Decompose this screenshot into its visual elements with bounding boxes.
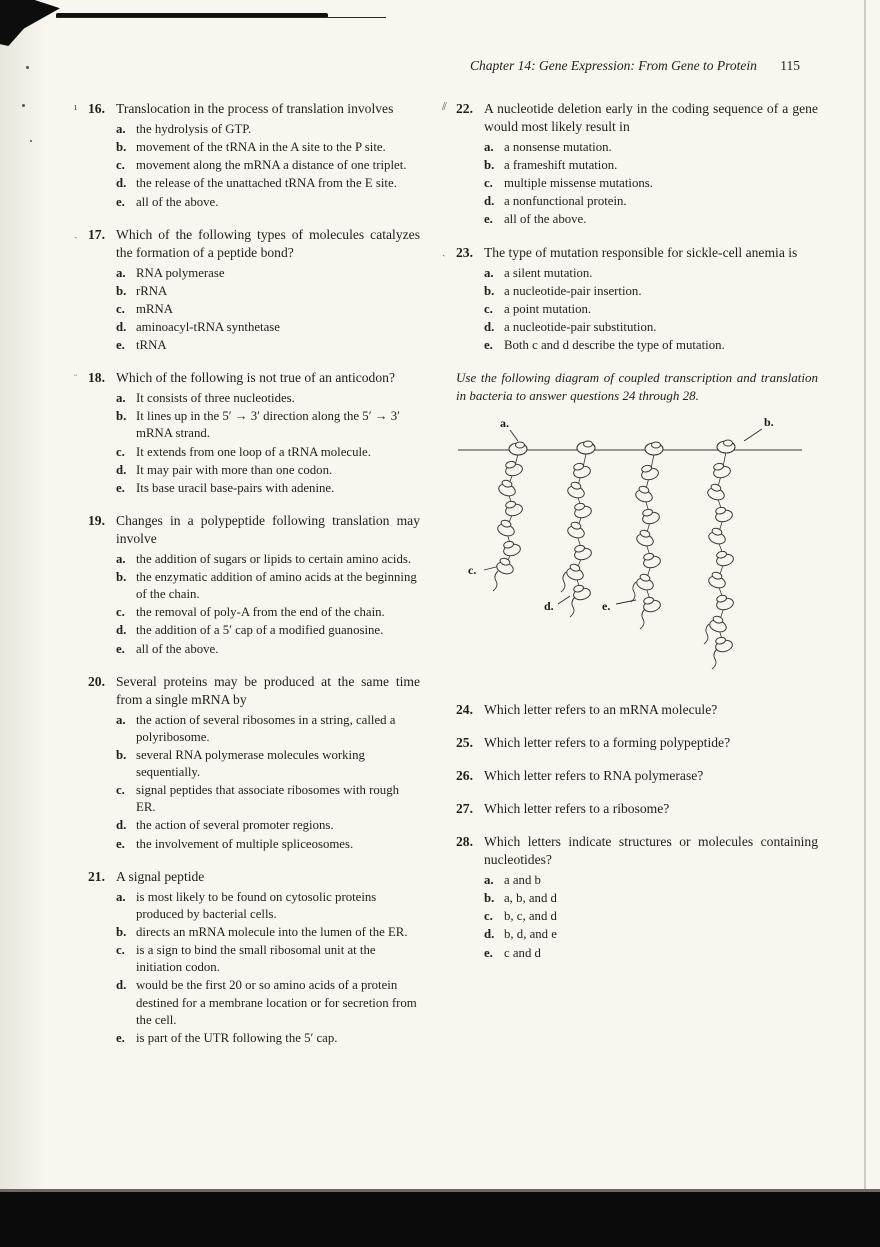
choice-letter: a. [484, 872, 494, 887]
question-head [456, 767, 818, 785]
answer-choice [116, 622, 420, 639]
question-28 [456, 833, 818, 962]
choice-text: the addition of a 5′ cap of a modified guanosine. [136, 623, 384, 638]
answer-choice [484, 945, 818, 962]
choice-text: a silent mutation. [504, 265, 593, 280]
question-head [456, 734, 818, 752]
choice-letter: c. [116, 158, 125, 173]
scan-artifact-corner [0, 0, 60, 46]
page-number: 115 [780, 58, 800, 73]
ribosome [641, 507, 661, 525]
answer-choice [116, 551, 420, 568]
question-head [88, 369, 420, 387]
answer-choices [116, 889, 420, 1047]
question-head [88, 226, 420, 262]
question-number: 27. [456, 801, 473, 817]
answer-choice [484, 175, 818, 192]
ribosome [566, 521, 587, 540]
answer-choice [116, 301, 420, 318]
question-head [456, 244, 818, 262]
choice-letter: e. [484, 212, 493, 227]
answer-choices [484, 872, 818, 962]
choice-letter: b. [484, 158, 495, 173]
choice-letter: c. [484, 176, 493, 191]
choice-letter: b. [484, 891, 495, 906]
scan-page-edge [864, 0, 866, 1191]
ribosome [642, 595, 662, 613]
answer-choice [484, 337, 818, 354]
choice-letter: d. [484, 194, 495, 209]
scan-footer-bar [0, 1192, 880, 1247]
choice-letter: d. [116, 462, 127, 477]
answer-choices [116, 121, 420, 211]
choice-text: the action of several promoter regions. [136, 818, 334, 833]
choice-letter: c. [484, 909, 493, 924]
question-18 [74, 369, 420, 497]
polypeptide-squiggle [631, 582, 636, 602]
answer-choice [116, 337, 420, 354]
diagram-label-e: e. [602, 599, 611, 614]
answer-choice [116, 121, 420, 138]
ribosome [712, 461, 732, 479]
question-number: 26. [456, 768, 473, 784]
choice-text: b, c, and d [504, 909, 557, 924]
polypeptide-squiggle [570, 597, 575, 617]
answer-choice [484, 926, 818, 943]
diagram-label-b: b. [764, 415, 774, 430]
choice-letter: b. [116, 570, 127, 585]
rna-polymerase [509, 442, 527, 455]
question-number: 25. [456, 735, 473, 751]
choice-letter: b. [116, 283, 127, 298]
answer-choice [484, 139, 818, 156]
choice-letter: c. [116, 301, 125, 316]
answer-choices [116, 551, 420, 658]
question-stem: Which of the following types of molecules catalyzes the formation of a peptide bond? [116, 226, 420, 260]
question-head [456, 701, 818, 719]
right-column-bottom-questions [456, 701, 818, 961]
question-number: 24. [456, 702, 473, 718]
choice-text: a and b [504, 872, 541, 887]
ribosome [715, 549, 735, 567]
choice-letter: a. [116, 121, 126, 136]
choice-letter: d. [116, 818, 127, 833]
ribosome [496, 519, 517, 538]
choice-text: It lines up in the 5′ → 3′ direction along the 5′ → 3′ mRNA strand. [136, 409, 400, 441]
answer-choice [116, 889, 420, 923]
choice-text: is part of the UTR following the 5′ cap. [136, 1030, 338, 1045]
answer-choice [116, 157, 420, 174]
choice-text: RNA polymerase [136, 265, 225, 280]
question-head [88, 100, 420, 118]
choice-text: multiple missense mutations. [504, 176, 653, 191]
question-stem: Which letter refers to RNA polymerase? [484, 768, 704, 784]
question-stem: Which letter refers to a forming polypeptide? [484, 735, 731, 751]
scan-artifact-speck [26, 66, 29, 69]
choice-letter: e. [116, 338, 125, 353]
question-head [88, 673, 420, 709]
answer-choice [484, 890, 818, 907]
ribosome [573, 501, 593, 519]
choice-letter: a. [484, 139, 494, 154]
question-25 [456, 734, 818, 752]
answer-choice [484, 265, 818, 282]
polypeptide-squiggle [561, 572, 566, 592]
choice-text: a, b, and d [504, 891, 557, 906]
question-number: 22. [456, 101, 473, 116]
choice-letter: b. [116, 140, 127, 155]
handwritten-mark: ᵕ [74, 370, 78, 383]
choice-letter: d. [116, 623, 127, 638]
ribosome [715, 593, 735, 611]
question-stem: Changes in a polypeptide following translation may involve [116, 513, 420, 546]
question-number: 21. [88, 868, 105, 884]
choice-text: is most likely to be found on cytosolic proteins produced by bacterial cells. [136, 889, 377, 921]
choice-letter: b. [116, 409, 127, 424]
choice-text: the hydrolysis of GTP. [136, 121, 252, 136]
question-19 [88, 512, 420, 658]
answer-choice [116, 977, 420, 1028]
choice-text: a frameshift mutation. [504, 158, 618, 173]
answer-choice [484, 211, 818, 228]
question-26 [456, 767, 818, 785]
answer-choice [484, 872, 818, 889]
ribosome [572, 461, 592, 479]
answer-choice [116, 283, 420, 300]
answer-choice [116, 782, 420, 816]
question-stem: Several proteins may be produced at the same time from a single mRNA by [116, 673, 420, 707]
choice-text: tRNA [136, 338, 167, 353]
question-number: 16. [88, 101, 105, 116]
scan-artifact-streak [56, 13, 328, 18]
right-column-top-questions [442, 100, 818, 354]
question-stem: Which of the following is not true of an anticodon? [116, 370, 395, 386]
choice-letter: c. [116, 605, 125, 620]
question-number: 19. [88, 513, 105, 528]
answer-choice [116, 604, 420, 621]
ribosome [573, 543, 593, 561]
answer-choice [116, 817, 420, 834]
diagram-svg [458, 414, 802, 682]
ribosome [635, 573, 656, 592]
diagram-strands [493, 440, 735, 669]
question-16 [74, 100, 420, 211]
question-stem: Which letters indicate structures or molecules containing nucleotides? [484, 834, 818, 867]
ribosome [707, 571, 728, 590]
choice-letter: a. [116, 265, 126, 280]
choice-letter: b. [116, 747, 127, 762]
choice-letter: e. [116, 1030, 125, 1045]
answer-choice [116, 747, 420, 781]
choice-text: all of the above. [504, 212, 587, 227]
question-stem: The type of mutation responsible for sickle-cell anemia is [484, 244, 798, 260]
choice-letter: c. [116, 943, 125, 958]
choice-letter: a. [116, 391, 126, 406]
answer-choice [116, 836, 420, 853]
handwritten-mark: ˏ [442, 244, 446, 257]
ribosome [708, 615, 729, 634]
answer-choice [116, 712, 420, 746]
ribosome [714, 505, 734, 523]
answer-choices [484, 265, 818, 355]
choice-text: would be the first 20 or so amino acids of a protein destined for a membrane location or for secretion from the cell. [136, 978, 417, 1027]
choice-letter: b. [116, 924, 127, 939]
handwritten-mark: ı [74, 101, 78, 113]
question-head [88, 868, 420, 886]
answer-choice [116, 194, 420, 211]
ribosome [504, 499, 524, 517]
ribosome [707, 527, 728, 546]
choice-text: a nonfunctional protein. [504, 194, 627, 209]
answer-choice [116, 942, 420, 976]
choice-letter: d. [484, 319, 495, 334]
choice-text: the release of the unattached tRNA from the E site. [136, 176, 397, 191]
choice-text: is a sign to bind the small ribosomal unit at the initiation codon. [136, 943, 376, 975]
choice-text: c and d [504, 945, 541, 960]
choice-letter: c. [116, 783, 125, 798]
question-stem: Which letter refers to a ribosome? [484, 801, 670, 817]
question-head [456, 833, 818, 869]
chapter-title: Chapter 14: Gene Expression: From Gene to Protein [470, 58, 757, 73]
diagram-label-c: c. [468, 563, 477, 578]
question-number: 28. [456, 834, 473, 850]
question-number: 20. [88, 673, 105, 689]
question-head [88, 512, 420, 548]
choice-letter: d. [116, 176, 127, 191]
answer-choices [116, 265, 420, 355]
question-stem: Translocation in the process of translation involves [116, 101, 394, 116]
rna-polymerase [645, 442, 663, 455]
answer-choice [484, 908, 818, 925]
answer-choice [116, 462, 420, 479]
answer-choices [116, 390, 420, 497]
question-stem: A nucleotide deletion early in the coding sequence of a gene would most likely result in [484, 101, 818, 134]
ribosome [640, 463, 660, 481]
choice-text: It may pair with more than one codon. [136, 462, 333, 477]
scan-artifact-speck [22, 104, 25, 107]
ribosome [504, 459, 524, 477]
choice-text: a point mutation. [504, 301, 592, 316]
answer-choice [116, 175, 420, 192]
diagram-label-a: a. [500, 416, 509, 431]
choice-text: the enzymatic addition of amino acids at the beginning of the chain. [136, 570, 417, 602]
question-number: 17. [88, 226, 105, 242]
answer-choice [116, 641, 420, 658]
choice-letter: e. [116, 194, 125, 209]
choice-letter: a. [116, 551, 126, 566]
ribosome [572, 583, 592, 601]
ribosome [634, 485, 655, 504]
choice-text: all of the above. [136, 641, 219, 656]
choice-text: movement along the mRNA a distance of one triplet. [136, 158, 407, 173]
choice-letter: d. [116, 978, 127, 993]
choice-text: b, d, and e [504, 927, 557, 942]
answer-choice [484, 301, 818, 318]
question-21 [88, 868, 420, 1047]
answer-choices [484, 139, 818, 229]
choice-text: a nucleotide-pair substitution. [504, 319, 657, 334]
choice-text: the action of several ribosomes in a string, called a polyribosome. [136, 712, 396, 744]
choice-letter: e. [116, 641, 125, 656]
question-head [456, 800, 818, 818]
answer-choice [484, 157, 818, 174]
question-27 [456, 800, 818, 818]
choice-text: directs an mRNA molecule into the lumen of the ER. [136, 924, 408, 939]
choice-letter: e. [484, 945, 493, 960]
question-stem: A signal peptide [116, 868, 205, 884]
question-23 [442, 244, 818, 355]
question-number: 18. [88, 370, 105, 386]
answer-choice [484, 319, 818, 336]
choice-text: rRNA [136, 283, 168, 298]
choice-letter: e. [116, 480, 125, 495]
answer-choice [116, 924, 420, 941]
choice-text: the addition of sugars or lipids to certain amino acids. [136, 551, 412, 566]
choice-text: the removal of poly-A from the end of the chain. [136, 605, 385, 620]
diagram-label-d: d. [544, 599, 554, 614]
choice-text: signal peptides that associate ribosomes with rough ER. [136, 783, 399, 815]
ribosome [714, 635, 734, 653]
page-header [470, 58, 800, 74]
question-22 [442, 100, 818, 229]
choice-text: a nonsense mutation. [504, 139, 612, 154]
polypeptide-squiggle [704, 624, 709, 644]
polypeptide-squiggle [493, 571, 498, 591]
handwritten-mark: ⫽ [442, 101, 447, 113]
ribosome [565, 563, 586, 582]
choice-text: the involvement of multiple spliceosomes. [136, 836, 354, 851]
polypeptide-squiggle [712, 649, 717, 669]
answer-choice [484, 193, 818, 210]
choice-text: all of the above. [136, 194, 219, 209]
answer-choice [116, 480, 420, 497]
question-20 [88, 673, 420, 853]
answer-choice [116, 390, 420, 407]
question-17 [74, 226, 420, 355]
answer-choice [116, 569, 420, 603]
choice-letter: b. [484, 283, 495, 298]
rna-polymerase [717, 440, 735, 453]
choice-letter: a. [116, 889, 126, 904]
choice-text: Its base uracil base-pairs with adenine. [136, 480, 335, 495]
choice-letter: a. [116, 712, 126, 727]
right-column [442, 100, 818, 1062]
scan-artifact-speck [30, 140, 32, 142]
choice-text: Both c and d describe the type of mutation. [504, 338, 725, 353]
answer-choice [484, 283, 818, 300]
left-column [74, 100, 420, 1062]
choice-text: mRNA [136, 301, 173, 316]
ribosome [635, 529, 656, 548]
question-head [456, 100, 818, 136]
choice-letter: d. [484, 927, 495, 942]
page-content [74, 100, 818, 1062]
choice-letter: c. [484, 301, 493, 316]
rna-polymerase [577, 441, 595, 454]
polypeptide-squiggle [640, 609, 645, 629]
choice-text: a nucleotide-pair insertion. [504, 283, 642, 298]
choice-text: movement of the tRNA in the A site to the P site. [136, 140, 386, 155]
choice-letter: e. [116, 836, 125, 851]
choice-text: It consists of three nucleotides. [136, 391, 295, 406]
instruction-note: Use the following diagram of coupled transcription and translation in bacteria to answer questions 24 through 28. [456, 370, 818, 403]
answer-choice [116, 444, 420, 461]
question-24 [456, 701, 818, 719]
question-number: 23. [456, 244, 473, 260]
ribosome [495, 557, 516, 576]
question-stem: Which letter refers to an mRNA molecule? [484, 702, 718, 718]
choice-letter: c. [116, 444, 125, 459]
answer-choice [116, 319, 420, 336]
ribosome [497, 479, 518, 498]
answer-choice [116, 265, 420, 282]
answer-choice [116, 408, 420, 442]
answer-choice [116, 139, 420, 156]
choice-text: aminoacyl-tRNA synthetase [136, 319, 280, 334]
choice-letter: d. [116, 319, 127, 334]
choice-text: several RNA polymerase molecules working sequentially. [136, 747, 365, 780]
ribosome [502, 539, 522, 557]
answer-choice [116, 1030, 420, 1047]
ribosome [706, 483, 727, 502]
choice-text: It extends from one loop of a tRNA molecule. [136, 444, 371, 459]
diagram-coupled-transcription-translation [458, 414, 818, 687]
handwritten-mark: ˏ [74, 226, 78, 239]
ribosome [566, 481, 587, 500]
choice-letter: a. [484, 265, 494, 280]
answer-choices [116, 712, 420, 853]
ribosome [642, 551, 662, 569]
choice-letter: e. [484, 338, 493, 353]
